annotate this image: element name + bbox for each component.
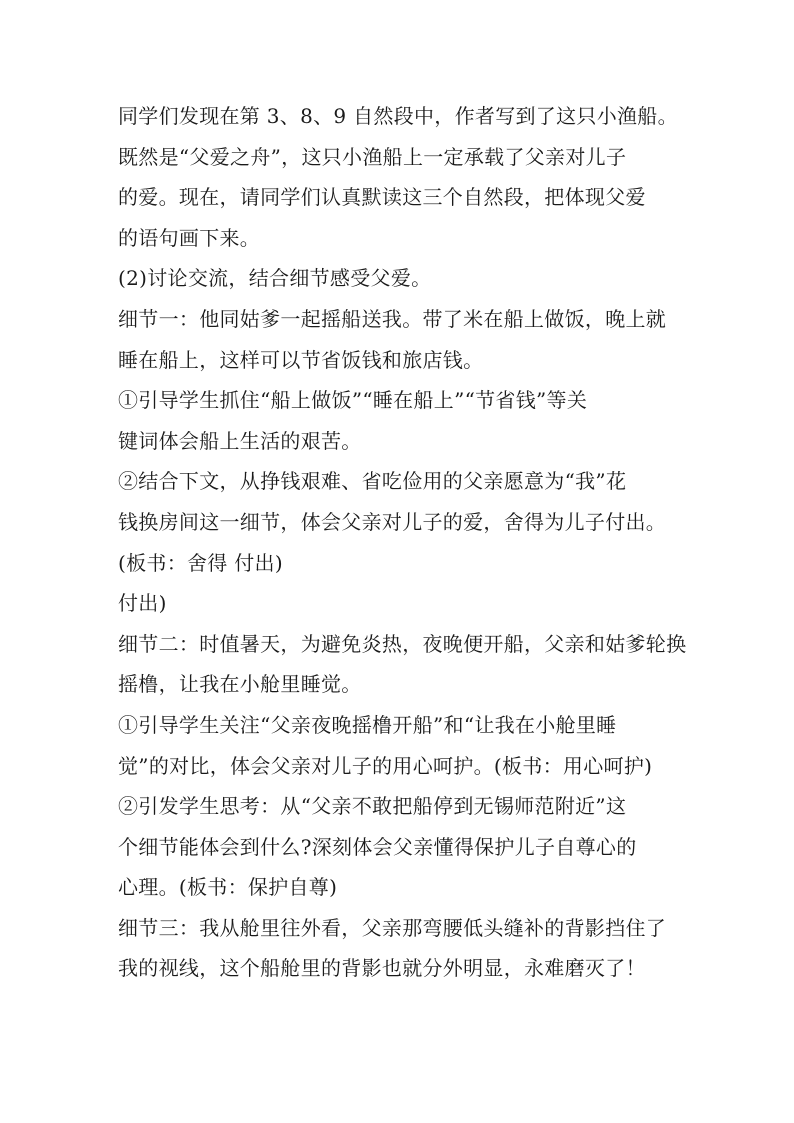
text-line: ①引导学生抓住“船上做饭”“睡在船上”“节省钱”等关 [118, 388, 588, 413]
text-line: 付出) [118, 591, 167, 616]
text-line: ②结合下文，从挣钱艰难、省吃俭用的父亲愿意为“我”花 [118, 469, 627, 494]
document-body [118, 96, 698, 989]
text-line: 细节一：他同姑爹一起摇船送我。带了米在船上做饭，晚上就 [118, 306, 667, 331]
text-line: ①引导学生关注“父亲夜晚摇橹开船”和“让我在小舱里睡 [118, 712, 617, 737]
text-line: 个细节能体会到什么?深刻体会父亲懂得保护儿子自尊心的 [118, 834, 637, 859]
text-line: (板书：舍得 付出) [118, 550, 283, 575]
text-line: 细节二：时值暑天，为避免炎热，夜晚便开船，父亲和姑爹轮换 [118, 631, 687, 656]
text-line: (2)讨论交流，结合细节感受父爱。 [118, 266, 432, 291]
text-line: 既然是“父爱之舟”，这只小渔船上一定承载了父亲对儿子 [118, 144, 627, 169]
text-line: 的爱。现在，请同学们认真默读这三个自然段，把体现父爱 [118, 185, 646, 210]
text-line: 钱换房间这一细节，体会父亲对儿子的爱，舍得为儿子付出。 [118, 509, 667, 534]
text-line: ②引发学生思考：从“父亲不敢把船停到无锡师范附近”这 [118, 794, 627, 819]
text-line: 我的视线，这个船舱里的背影也就分外明显，永难磨灭了！ [118, 956, 646, 981]
text-line: 心理。(板书：保护自尊) [118, 875, 338, 900]
text-line: 睡在船上，这样可以节省饭钱和旅店钱。 [118, 347, 484, 372]
text-line: 摇橹，让我在小舱里睡觉。 [118, 672, 362, 697]
text-line: 键词体会船上生活的艰苦。 [118, 428, 362, 453]
text-line: 的语句画下来。 [118, 225, 261, 250]
text-line: 同学们发现在第 3、8、9 自然段中，作者写到了这只小渔船。 [118, 104, 678, 128]
text-line: 觉”的对比，体会父亲对儿子的用心呵护。(板书：用心呵护) [118, 753, 653, 778]
text-line: 细节三：我从舱里往外看，父亲那弯腰低头缝补的背影挡住了 [118, 915, 667, 940]
